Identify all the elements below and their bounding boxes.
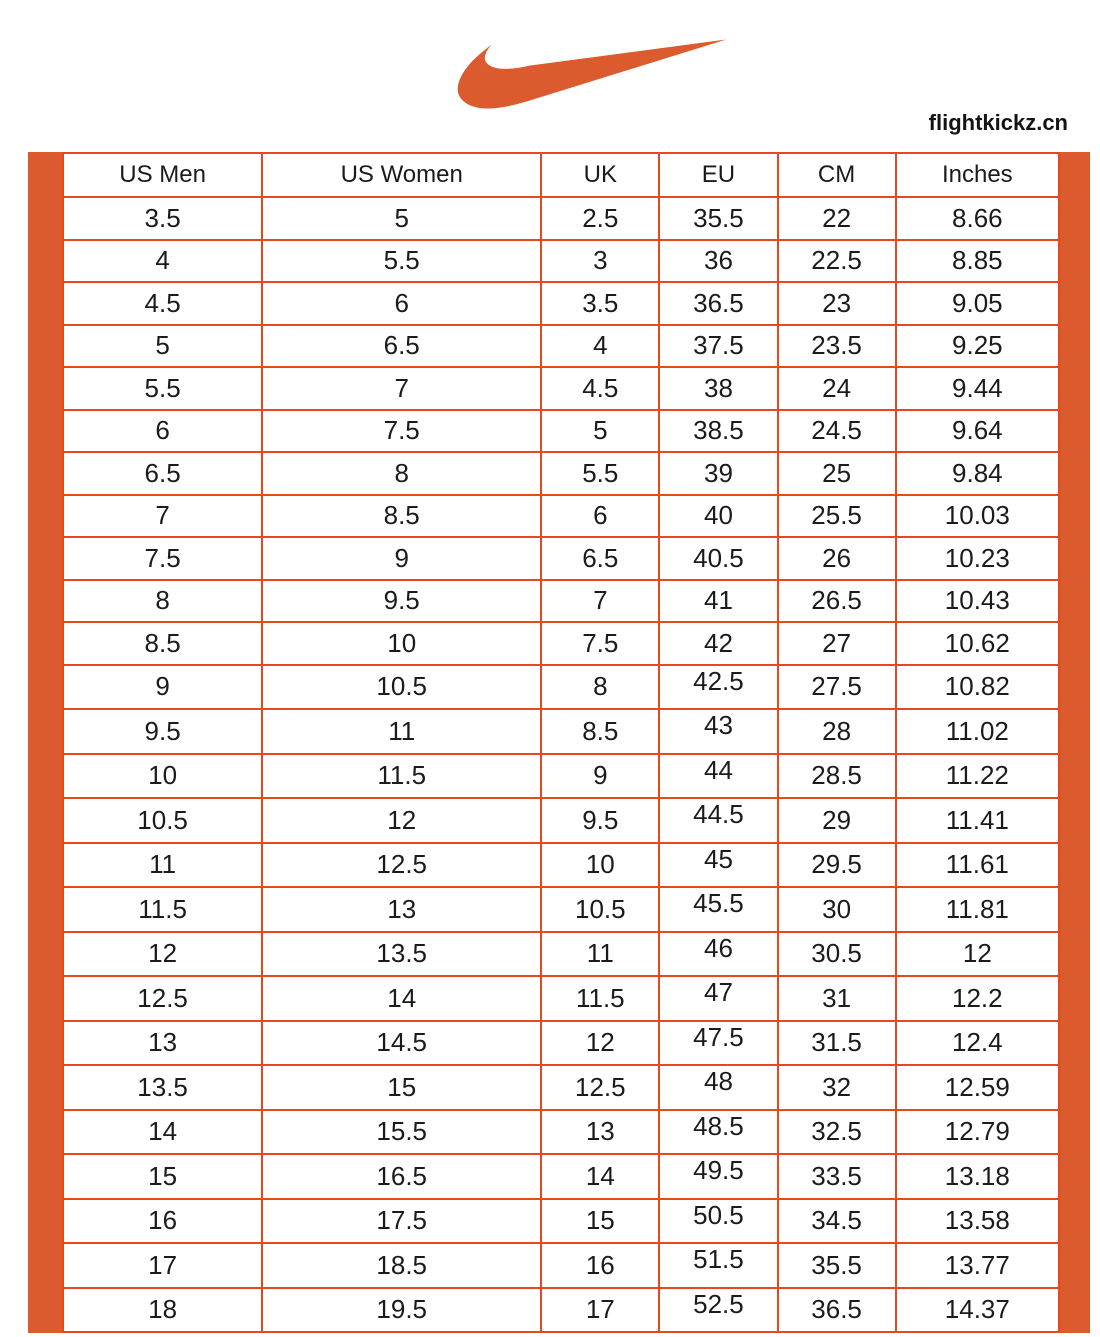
cell-cm: 29 (778, 798, 896, 843)
cell-us-women: 7 (262, 367, 541, 410)
table-row (63, 1021, 1059, 1066)
cell-us-women: 11.5 (262, 754, 541, 799)
cell-us-women: 10 (262, 622, 541, 665)
cell-us-women: 18.5 (262, 1243, 541, 1288)
cell-inches: 10.82 (896, 665, 1059, 710)
cell-us-women: 10.5 (262, 665, 541, 710)
cell-us-men: 8 (63, 580, 262, 623)
cell-cm: 25 (778, 452, 896, 495)
cell-uk: 8 (541, 665, 659, 710)
cell-cm: 30 (778, 887, 896, 932)
table-row (63, 197, 1059, 240)
cell-us-men: 11 (63, 843, 262, 888)
cell-cm: 23.5 (778, 325, 896, 368)
cell-us-women: 15 (262, 1065, 541, 1110)
cell-uk: 10 (541, 843, 659, 888)
cell-uk: 15 (541, 1199, 659, 1244)
cell-cm: 35.5 (778, 1243, 896, 1288)
cell-eu: 35.5 (659, 197, 777, 240)
cell-cm: 31.5 (778, 1021, 896, 1066)
cell-uk: 8.5 (541, 709, 659, 754)
cell-us-women: 8.5 (262, 495, 541, 538)
col-header-cm: CM (778, 153, 896, 197)
col-header-eu: EU (659, 153, 777, 197)
cell-us-men: 13.5 (63, 1065, 262, 1110)
cell-cm: 29.5 (778, 843, 896, 888)
cell-uk: 4.5 (541, 367, 659, 410)
cell-uk: 11 (541, 932, 659, 977)
table-row (63, 843, 1059, 888)
cell-cm: 30.5 (778, 932, 896, 977)
cell-inches: 11.22 (896, 754, 1059, 799)
cell-inches: 12.2 (896, 976, 1059, 1021)
cell-uk: 17 (541, 1288, 659, 1333)
cell-eu: 40 (659, 495, 777, 538)
cell-us-men: 9 (63, 665, 262, 710)
cell-us-men: 4.5 (63, 282, 262, 325)
cell-eu: 36 (659, 240, 777, 283)
cell-us-women: 14.5 (262, 1021, 541, 1066)
cell-uk: 6.5 (541, 537, 659, 580)
cell-cm: 28.5 (778, 754, 896, 799)
cell-uk: 14 (541, 1154, 659, 1199)
cell-us-women: 5 (262, 197, 541, 240)
cell-inches: 12.59 (896, 1065, 1059, 1110)
col-header-uk: UK (541, 153, 659, 197)
cell-inches: 8.66 (896, 197, 1059, 240)
table-row (63, 495, 1059, 538)
cell-cm: 22 (778, 197, 896, 240)
cell-cm: 22.5 (778, 240, 896, 283)
cell-uk: 5 (541, 410, 659, 453)
cell-eu: 45 (659, 843, 777, 888)
cell-us-men: 12 (63, 932, 262, 977)
cell-us-women: 13 (262, 887, 541, 932)
cell-us-men: 6.5 (63, 452, 262, 495)
table-row (63, 1288, 1059, 1333)
site-name-label: flightkickz.cn (928, 110, 1068, 135)
col-header-inches: Inches (896, 153, 1059, 197)
size-conversion-table (62, 152, 1060, 1333)
cell-cm: 25.5 (778, 495, 896, 538)
cell-uk: 16 (541, 1243, 659, 1288)
cell-eu: 44.5 (659, 798, 777, 843)
cell-inches: 9.44 (896, 367, 1059, 410)
cell-us-men: 6 (63, 410, 262, 453)
table-row (63, 580, 1059, 623)
cell-inches: 11.81 (896, 887, 1059, 932)
cell-cm: 31 (778, 976, 896, 1021)
cell-inches: 12.79 (896, 1110, 1059, 1155)
cell-us-women: 9.5 (262, 580, 541, 623)
cell-eu: 45.5 (659, 887, 777, 932)
cell-inches: 14.37 (896, 1288, 1059, 1333)
cell-cm: 28 (778, 709, 896, 754)
cell-eu: 38 (659, 367, 777, 410)
cell-us-men: 15 (63, 1154, 262, 1199)
table-row (63, 754, 1059, 799)
cell-us-women: 6.5 (262, 325, 541, 368)
cell-inches: 9.84 (896, 452, 1059, 495)
cell-inches: 11.61 (896, 843, 1059, 888)
cell-eu: 41 (659, 580, 777, 623)
cell-eu: 40.5 (659, 537, 777, 580)
cell-eu: 48 (659, 1065, 777, 1110)
cell-uk: 9 (541, 754, 659, 799)
cell-us-women: 13.5 (262, 932, 541, 977)
cell-us-men: 14 (63, 1110, 262, 1155)
cell-uk: 12.5 (541, 1065, 659, 1110)
cell-eu: 47.5 (659, 1021, 777, 1066)
cell-inches: 10.62 (896, 622, 1059, 665)
table-header (63, 153, 1059, 197)
cell-us-women: 9 (262, 537, 541, 580)
cell-us-men: 8.5 (63, 622, 262, 665)
cell-eu: 36.5 (659, 282, 777, 325)
cell-us-women: 12.5 (262, 843, 541, 888)
cell-eu: 48.5 (659, 1110, 777, 1155)
cell-us-men: 18 (63, 1288, 262, 1333)
cell-eu: 52.5 (659, 1288, 777, 1333)
cell-eu: 50.5 (659, 1199, 777, 1244)
cell-us-men: 3.5 (63, 197, 262, 240)
table-row (63, 240, 1059, 283)
cell-cm: 24.5 (778, 410, 896, 453)
cell-inches: 10.43 (896, 580, 1059, 623)
cell-eu: 37.5 (659, 325, 777, 368)
cell-us-women: 17.5 (262, 1199, 541, 1244)
cell-us-women: 19.5 (262, 1288, 541, 1333)
table-row (63, 887, 1059, 932)
cell-uk: 3.5 (541, 282, 659, 325)
cell-us-women: 7.5 (262, 410, 541, 453)
cell-cm: 26.5 (778, 580, 896, 623)
cell-inches: 11.41 (896, 798, 1059, 843)
cell-us-men: 4 (63, 240, 262, 283)
cell-us-women: 15.5 (262, 1110, 541, 1155)
table-row (63, 932, 1059, 977)
cell-us-men: 7.5 (63, 537, 262, 580)
cell-us-men: 12.5 (63, 976, 262, 1021)
cell-us-men: 17 (63, 1243, 262, 1288)
table-row (63, 537, 1059, 580)
cell-inches: 13.77 (896, 1243, 1059, 1288)
cell-cm: 32 (778, 1065, 896, 1110)
cell-cm: 33.5 (778, 1154, 896, 1199)
table-row (63, 1154, 1059, 1199)
cell-eu: 43 (659, 709, 777, 754)
cell-uk: 3 (541, 240, 659, 283)
right-accent-bar (1060, 152, 1090, 1333)
cell-uk: 12 (541, 1021, 659, 1066)
table-row (63, 1065, 1059, 1110)
cell-us-men: 16 (63, 1199, 262, 1244)
cell-eu: 39 (659, 452, 777, 495)
cell-eu: 42.5 (659, 665, 777, 710)
cell-inches: 12.4 (896, 1021, 1059, 1066)
col-header-us-women: US Women (262, 153, 541, 197)
table-row (63, 410, 1059, 453)
cell-uk: 10.5 (541, 887, 659, 932)
cell-inches: 13.18 (896, 1154, 1059, 1199)
cell-us-men: 10.5 (63, 798, 262, 843)
table-row (63, 1199, 1059, 1244)
table-row (63, 665, 1059, 710)
size-conversion-table-wrap (28, 152, 1090, 1333)
cell-us-men: 7 (63, 495, 262, 538)
cell-us-women: 11 (262, 709, 541, 754)
table-row (63, 709, 1059, 754)
cell-uk: 6 (541, 495, 659, 538)
left-accent-bar (28, 152, 62, 1333)
table-row (63, 325, 1059, 368)
cell-inches: 9.05 (896, 282, 1059, 325)
cell-eu: 49.5 (659, 1154, 777, 1199)
cell-cm: 27.5 (778, 665, 896, 710)
cell-eu: 47 (659, 976, 777, 1021)
cell-eu: 42 (659, 622, 777, 665)
cell-us-men: 13 (63, 1021, 262, 1066)
table-row (63, 798, 1059, 843)
cell-us-women: 6 (262, 282, 541, 325)
cell-inches: 12 (896, 932, 1059, 977)
cell-cm: 34.5 (778, 1199, 896, 1244)
cell-uk: 9.5 (541, 798, 659, 843)
cell-cm: 23 (778, 282, 896, 325)
cell-us-men: 5 (63, 325, 262, 368)
cell-cm: 24 (778, 367, 896, 410)
cell-inches: 13.58 (896, 1199, 1059, 1244)
cell-us-women: 16.5 (262, 1154, 541, 1199)
table-row (63, 1243, 1059, 1288)
cell-uk: 7.5 (541, 622, 659, 665)
cell-us-women: 14 (262, 976, 541, 1021)
cell-uk: 5.5 (541, 452, 659, 495)
cell-uk: 4 (541, 325, 659, 368)
cell-inches: 8.85 (896, 240, 1059, 283)
table-row (63, 282, 1059, 325)
table-row (63, 367, 1059, 410)
cell-us-women: 5.5 (262, 240, 541, 283)
cell-eu: 51.5 (659, 1243, 777, 1288)
cell-us-men: 11.5 (63, 887, 262, 932)
cell-eu: 38.5 (659, 410, 777, 453)
table-row (63, 1110, 1059, 1155)
table-row (63, 622, 1059, 665)
cell-us-men: 5.5 (63, 367, 262, 410)
header-row (63, 153, 1059, 197)
table-row (63, 976, 1059, 1021)
cell-uk: 11.5 (541, 976, 659, 1021)
cell-cm: 32.5 (778, 1110, 896, 1155)
cell-us-men: 10 (63, 754, 262, 799)
nike-swoosh-logo (456, 28, 728, 120)
cell-uk: 2.5 (541, 197, 659, 240)
cell-eu: 46 (659, 932, 777, 977)
table-row (63, 452, 1059, 495)
cell-uk: 13 (541, 1110, 659, 1155)
table-body (63, 197, 1059, 1332)
col-header-us-men: US Men (63, 153, 262, 197)
cell-inches: 11.02 (896, 709, 1059, 754)
cell-us-women: 12 (262, 798, 541, 843)
cell-inches: 9.25 (896, 325, 1059, 368)
cell-uk: 7 (541, 580, 659, 623)
cell-us-men: 9.5 (63, 709, 262, 754)
cell-inches: 9.64 (896, 410, 1059, 453)
cell-cm: 27 (778, 622, 896, 665)
cell-inches: 10.03 (896, 495, 1059, 538)
cell-inches: 10.23 (896, 537, 1059, 580)
cell-cm: 36.5 (778, 1288, 896, 1333)
cell-cm: 26 (778, 537, 896, 580)
cell-us-women: 8 (262, 452, 541, 495)
cell-eu: 44 (659, 754, 777, 799)
